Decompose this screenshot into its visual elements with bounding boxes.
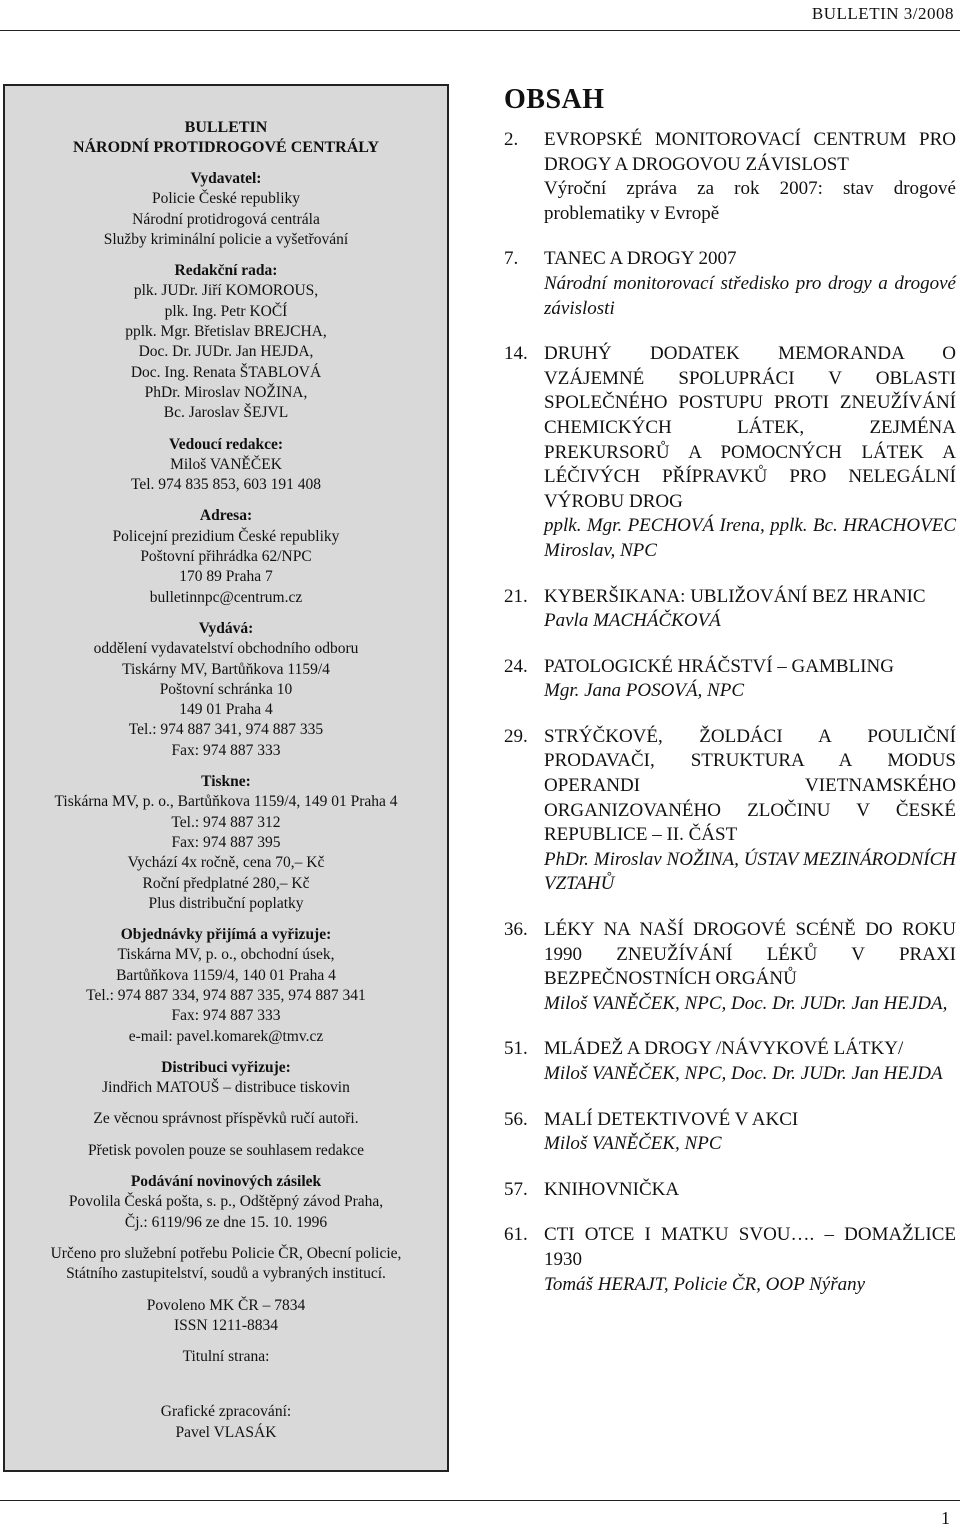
toc-entry bbox=[504, 655, 956, 704]
issuer-heading: Vydává: bbox=[198, 619, 254, 637]
toc-entry bbox=[504, 128, 956, 226]
toc-entry-subtitle: PhDr. Miroslav NOŽINA, ÚSTAV MEZINÁRODNÍCH VZTAHŮ bbox=[544, 848, 956, 895]
toc-entry-body bbox=[544, 585, 956, 634]
printer-line: Tiskárna MV, p. o., Bartůňkova 1159/4, 149 01 Praha 4 bbox=[54, 793, 398, 811]
editor-heading: Vedoucí redakce: bbox=[168, 435, 284, 453]
board-line: PhDr. Miroslav NOŽINA, bbox=[144, 383, 308, 401]
toc-entry-subtitle: pplk. Mgr. PECHOVÁ Irena, pplk. Bc. HRACHOVEC Miroslav, NPC bbox=[544, 515, 956, 561]
board-line: Doc. Ing. Renata ŠTABLOVÁ bbox=[130, 363, 322, 381]
reprint-note: Přetisk povolen pouze se souhlasem redakce bbox=[88, 1141, 364, 1159]
orders-line: Fax: 974 887 333 bbox=[171, 1007, 281, 1025]
issuer-line: Fax: 974 887 333 bbox=[171, 741, 281, 759]
board-line: pplk. Mgr. Břetislav BREJCHA, bbox=[125, 323, 327, 341]
toc-entry-body bbox=[544, 918, 956, 1016]
toc-entry-subtitle: Miloš VANĚČEK, NPC, Doc. Dr. JUDr. Jan HEJDA bbox=[544, 1063, 943, 1084]
toc-entry-page: 56. bbox=[504, 1108, 528, 1130]
footer-rule bbox=[0, 1500, 960, 1501]
graphics-line: Pavel VLASÁK bbox=[175, 1423, 277, 1441]
toc-entry-title: PATOLOGICKÉ HRÁČSTVÍ – GAMBLING bbox=[544, 655, 894, 677]
toc-entry bbox=[504, 247, 956, 321]
orders-email: e-mail: pavel.komarek@tmv.cz bbox=[128, 1027, 324, 1045]
toc-entry-title: LÉKY NA NAŠÍ DROGOVÉ SCÉNĚ DO ROKU 1990 ZNEUŽÍVÁNÍ LÉKŮ V PRAXI BEZPEČNOSTNÍCH ORGÁNŮ bbox=[544, 919, 956, 990]
issuer-section bbox=[5, 619, 447, 761]
toc-entry-title: DRUHÝ DODATEK MEMORANDA O VZÁJEMNÉ SPOLUPRÁCI V OBLASTI SPOLEČNÉHO POSTUPU PROTI ZNEUŽÍVÁNÍ CHEMICKÝCH LÁTEK, ZEJMÉNA PREKURSORŮ A POMOCNÝCH LÁTEK A LÉČIVÝCH PŘÍPRAVKŮ PRO NELEGÁLNÍ VÝROBU DROG bbox=[544, 343, 956, 512]
printer-line: Vychází 4x ročně, cena 70,– Kč bbox=[127, 854, 325, 872]
board-heading: Redakční rada: bbox=[174, 262, 278, 280]
board-line: Bc. Jaroslav ŠEJVL bbox=[163, 404, 289, 422]
toc-entry-subtitle: Miloš VANĚČEK, NPC, Doc. Dr. JUDr. Jan HEJDA, bbox=[544, 992, 948, 1014]
publisher-line: Národní protidrogová centrála bbox=[132, 210, 320, 228]
toc-entry bbox=[504, 1108, 956, 1157]
toc-entry-title: KNIHOVNIČKA bbox=[544, 1178, 680, 1200]
toc-entry-page: 51. bbox=[504, 1038, 528, 1060]
address-line: 170 89 Praha 7 bbox=[179, 568, 273, 586]
toc-entry-page: 21. bbox=[504, 585, 528, 607]
editor-line: Miloš VANĚČEK bbox=[170, 455, 282, 473]
distribution-line: Jindřich MATOUŠ – distribuce tiskovin bbox=[102, 1079, 350, 1097]
issuer-line: oddělení vydavatelství obchodního odboru bbox=[93, 640, 359, 658]
toc-entry bbox=[504, 342, 956, 563]
printer-section bbox=[5, 772, 447, 914]
toc-entry-subtitle: Pavla MACHÁČKOVÁ bbox=[544, 610, 721, 632]
toc-entry-title: MALÍ DETEKTIVOVÉ V AKCI bbox=[544, 1108, 799, 1130]
address-line: Policejní prezidium České republiky bbox=[112, 527, 340, 545]
toc-entry bbox=[504, 585, 956, 634]
page-number: 1 bbox=[941, 1508, 950, 1528]
toc-entry-subtitle: Miloš VANĚČEK, NPC bbox=[544, 1133, 722, 1155]
running-title: BULLETIN 3/2008 bbox=[811, 4, 954, 23]
toc-entry bbox=[504, 1223, 956, 1297]
toc-entry-page: 7. bbox=[504, 248, 519, 270]
toc-entry-body bbox=[544, 1108, 956, 1157]
mailing-line: Čj.: 6119/96 ze dne 15. 10. 1996 bbox=[124, 1213, 328, 1231]
toc-entry-page: 14. bbox=[504, 343, 528, 365]
mailing-heading: Podávání novinových zásilek bbox=[130, 1173, 322, 1191]
toc-entry-page: 36. bbox=[504, 919, 528, 941]
address-line: Poštovní přihrádka 62/NPC bbox=[140, 548, 312, 566]
toc-entry-title: STRÝČKOVÉ, ŽOLDÁCI A POULIČNÍ PRODAVAČI, STRUKTURA A MODUS OPERANDI VIETNAMSKÉHO ORGANIZOVANÉHO ZLOČINU V ČESKÉ REPUBLICE – II. ČÁST bbox=[544, 725, 956, 846]
issuer-line: Tiskárny MV, Bartůňkova 1159/4 bbox=[122, 660, 330, 678]
mailing-line: Povolila Česká pošta, s. p., Odštěpný závod Praha, bbox=[68, 1193, 384, 1211]
orders-line: Tel.: 974 887 334, 974 887 335, 974 887 341 bbox=[86, 986, 366, 1004]
board-section bbox=[5, 261, 447, 423]
cover-label: Titulní strana: bbox=[182, 1348, 270, 1366]
registration-line: ISSN 1211-8834 bbox=[173, 1316, 279, 1334]
publisher-line: Policie České republiky bbox=[151, 190, 301, 208]
toc-entry-body bbox=[544, 1223, 956, 1297]
purpose-line: Určeno pro služební potřebu Policie ČR, Obecní policie, bbox=[50, 1244, 402, 1262]
responsibility-note: Ze věcnou správnost příspěvků ručí autoři. bbox=[93, 1110, 359, 1128]
printer-line: Roční předplatné 280,– Kč bbox=[142, 874, 310, 892]
toc-entry-page: 29. bbox=[504, 725, 528, 747]
toc-entry-page: 57. bbox=[504, 1178, 528, 1200]
printer-line: Fax: 974 887 395 bbox=[171, 833, 281, 851]
toc-entry-subtitle: Výroční zpráva za rok 2007: stav drogové problematiky v Evropě bbox=[544, 178, 956, 224]
issuer-line: Poštovní schránka 10 bbox=[159, 680, 293, 698]
toc-entry-body bbox=[544, 1037, 956, 1086]
toc-entry bbox=[504, 918, 956, 1016]
toc-entry-page: 61. bbox=[504, 1224, 528, 1246]
imprint-box bbox=[3, 84, 449, 1472]
registration-section bbox=[5, 1296, 447, 1337]
printer-line: Tel.: 974 887 312 bbox=[171, 813, 281, 831]
registration-line: Povoleno MK ČR – 7834 bbox=[146, 1296, 306, 1314]
board-line: plk. JUDr. Jiří KOMOROUS, bbox=[133, 282, 319, 300]
distribution-heading: Distribuci vyřizuje: bbox=[161, 1058, 291, 1076]
toc-entry-title: CTI OTCE I MATKU SVOU…. – DOMAŽLICE 1930 bbox=[544, 1224, 956, 1270]
address-heading: Adresa: bbox=[199, 507, 253, 525]
toc-entry-page: 24. bbox=[504, 655, 528, 677]
distribution-section bbox=[5, 1058, 447, 1099]
toc-entry-body bbox=[544, 725, 956, 897]
imprint-title bbox=[5, 118, 447, 157]
editor-line: Tel. 974 835 853, 603 191 408 bbox=[130, 476, 322, 494]
graphics-section bbox=[5, 1402, 447, 1443]
toc-entry bbox=[504, 725, 956, 897]
toc-entry-page: 2. bbox=[504, 129, 519, 150]
board-line: Doc. Dr. JUDr. Jan HEJDA, bbox=[138, 343, 314, 361]
orders-line: Tiskárna MV, p. o., obchodní úsek, bbox=[117, 946, 335, 964]
toc-entry-subtitle: Národní monitorovací středisko pro drogy a drogové závislosti bbox=[544, 272, 956, 319]
publisher-line: Služby kriminální policie a vyšetřování bbox=[103, 230, 349, 248]
toc-entry-body bbox=[544, 1178, 956, 1203]
toc-entry-title: MLÁDEŽ A DROGY /NÁVYKOVÉ LÁTKY/ bbox=[544, 1038, 904, 1060]
purpose-section bbox=[5, 1244, 447, 1285]
issuer-line: Tel.: 974 887 341, 974 887 335 bbox=[128, 721, 324, 739]
address-line: bulletinnpc@centrum.cz bbox=[149, 588, 303, 606]
toc-entries bbox=[504, 128, 956, 1297]
address-section bbox=[5, 506, 447, 607]
header-rule bbox=[0, 30, 960, 31]
toc-entry-title: EVROPSKÉ MONITOROVACÍ CENTRUM PRO DROGY A DROGOVOU ZÁVISLOST bbox=[544, 129, 956, 175]
spacer bbox=[5, 1378, 447, 1402]
orders-section bbox=[5, 925, 447, 1047]
editor-section bbox=[5, 435, 447, 496]
imprint-title-line: NÁRODNÍ PROTIDROGOVÉ CENTRÁLY bbox=[72, 138, 380, 156]
toc-entry-subtitle: Mgr. Jana POSOVÁ, NPC bbox=[544, 680, 745, 702]
table-of-contents bbox=[504, 84, 956, 1318]
mailing-section bbox=[5, 1172, 447, 1233]
printer-line: Plus distribuční poplatky bbox=[148, 894, 304, 912]
publisher-section bbox=[5, 169, 447, 250]
toc-entry bbox=[504, 1178, 956, 1203]
imprint-title-line: BULLETIN bbox=[184, 119, 268, 136]
publisher-heading: Vydavatel: bbox=[190, 170, 262, 187]
toc-entry-body bbox=[544, 342, 956, 563]
orders-heading: Objednávky přijímá a vyřizuje: bbox=[120, 926, 332, 944]
toc-entry-title: TANEC A DROGY 2007 bbox=[544, 248, 737, 270]
toc-entry-subtitle: Tomáš HERAJT, Policie ČR, OOP Nýřany bbox=[544, 1273, 866, 1295]
graphics-line: Grafické zpracování: bbox=[160, 1403, 292, 1421]
toc-entry-body bbox=[544, 247, 956, 321]
toc-entry-body bbox=[544, 128, 956, 226]
toc-entry-body bbox=[544, 655, 956, 704]
toc-heading: OBSAH bbox=[504, 84, 605, 115]
board-line: plk. Ing. Petr KOČÍ bbox=[164, 302, 288, 320]
issuer-line: 149 01 Praha 4 bbox=[179, 701, 273, 719]
toc-entry bbox=[504, 1037, 956, 1086]
purpose-line: Státního zastupitelství, soudů a vybraných institucí. bbox=[66, 1265, 386, 1283]
printer-heading: Tiskne: bbox=[201, 773, 251, 791]
toc-entry-title: KYBERŠIKANA: UBLIŽOVÁNÍ BEZ HRANIC bbox=[544, 585, 926, 607]
orders-line: Bartůňkova 1159/4, 140 01 Praha 4 bbox=[116, 966, 336, 984]
